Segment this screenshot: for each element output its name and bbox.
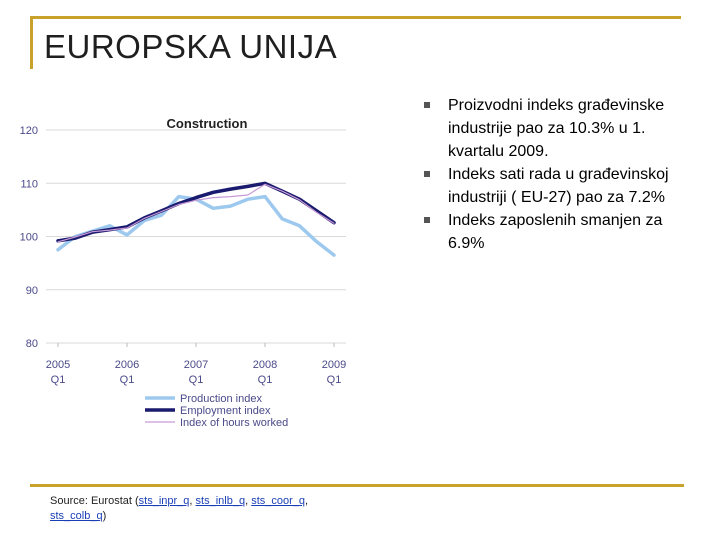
bullet-list: [420, 94, 688, 255]
legend-label-employment: Employment index: [180, 405, 271, 417]
x-tick-year: 2008: [252, 359, 278, 371]
source-sep: ,: [189, 495, 196, 507]
x-tick-quarter: Q1: [188, 374, 204, 386]
construction-chart: [0, 100, 400, 440]
y-tick-label: 90: [25, 284, 38, 297]
source-note: [50, 494, 380, 524]
source-link-colb[interactable]: sts_colb_q: [50, 510, 103, 522]
source-suffix: ): [102, 510, 107, 522]
x-tick-quarter: Q1: [257, 374, 273, 386]
bullet-square-icon: [424, 217, 430, 223]
x-tick-quarter: Q1: [119, 374, 135, 386]
bullet-square-icon: [424, 171, 430, 177]
x-tick-year: 2009: [321, 359, 347, 371]
bullet-item: [420, 163, 688, 209]
bullet-text: Proizvodni indeks građevinske industrije pao za 10.3% u 1. kvartalu 2009.: [448, 97, 665, 160]
bullet-item: [420, 209, 688, 255]
x-tick-year: 2007: [183, 359, 209, 371]
y-tick-label: 100: [19, 231, 38, 244]
y-tick-label: 110: [20, 178, 38, 191]
bullet-text: Indeks zaposlenih smanjen za 6.9%: [448, 212, 663, 252]
source-sep: ,: [245, 495, 252, 507]
series-line-employment: [58, 183, 334, 241]
bullet-item: [420, 94, 688, 163]
x-tick-quarter: Q1: [326, 374, 342, 386]
source-link-coor[interactable]: sts_coor_q: [251, 495, 306, 507]
source-sep: ,: [305, 495, 309, 507]
source-link-inpr[interactable]: sts_inpr_q: [138, 495, 190, 507]
bullet-text: Indeks sati rada u građevinskoj industriji ( EU-27) pao za 7.2%: [448, 166, 669, 206]
x-tick-year: 2006: [114, 359, 140, 371]
y-tick-label: 80: [25, 338, 38, 350]
series-line-hours: [58, 184, 334, 242]
bullet-square-icon: [424, 102, 430, 108]
slide-title: EUROPSKA UNIJA: [44, 28, 338, 65]
source-prefix: Source: Eurostat (: [50, 495, 139, 507]
legend-label-hours: Index of hours worked: [180, 417, 289, 429]
legend-label-production: Production index: [180, 393, 262, 405]
source-link-inlb[interactable]: sts_inlb_q: [195, 495, 246, 507]
bottom-rule: [30, 484, 684, 487]
x-tick-quarter: Q1: [50, 374, 66, 386]
chart-title: Construction: [166, 116, 248, 131]
y-tick-label: 120: [19, 125, 38, 137]
series-line-production: [58, 197, 334, 256]
x-tick-year: 2005: [45, 359, 71, 371]
